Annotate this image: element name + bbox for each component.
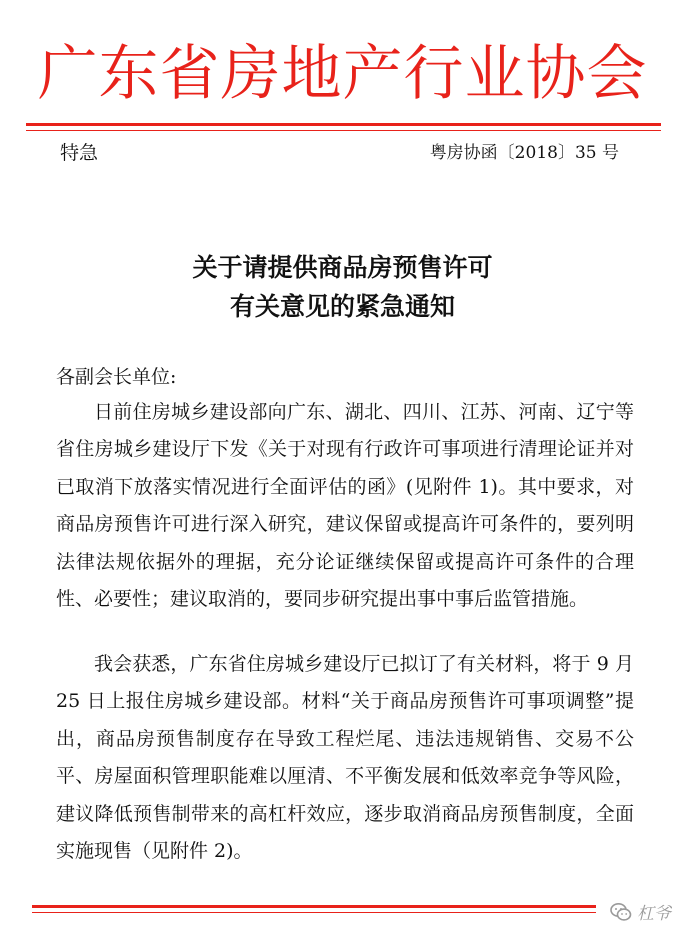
urgency-label: 特急 [60, 142, 99, 164]
salutation: 各副会长单位: [56, 366, 177, 388]
header-rule-thick [26, 123, 661, 126]
header-rule-thin [26, 130, 661, 131]
footer-rule-thick [32, 905, 596, 908]
watermark-text: 杠爷 [637, 904, 671, 924]
document-title-line1: 关于请提供商品房预售许可 [192, 253, 493, 282]
watermark [610, 899, 671, 924]
footer-rule-thin [32, 912, 596, 913]
body-paragraph-1: 日前住房城乡建设部向广东、湖北、四川、江苏、河南、辽宁等省住房城乡建设厅下发《关于对现有行政许可事项进行清理论证并对已取消下放落实情况进行全面评估的函》(见附件 1)。其中要求，对商品房预售许可进行深入研究，建议保留或提高许可条件的，要列明法律法规依据外的理据，充分论证继续保留或提高许可条件的合理性、必要性；建议取消的，要同步研究提出事中事后监管措施。 [56, 401, 634, 611]
document-number: 粤房协函〔2018〕35 号 [429, 143, 619, 163]
document-title-line2: 有关意见的紧急通知 [229, 292, 455, 321]
wechat-icon [610, 901, 632, 923]
body-paragraph-2: 我会获悉，广东省住房城乡建设厅已拟订了有关材料，将于 9 月 25 日上报住房城乡建设部。材料“关于商品房预售许可事项调整”提出，商品房预售制度存在导致工程烂尾、违法违规销售、交易不公平、房屋面积管理职能难以厘清、不平衡发展和低效率竞争等风险，建议降低预售制带来的高杠杆效应，逐步取消商品房预售制度，全面实施现售（见附件 2)。 [56, 653, 634, 863]
organization-header: 广东省房地产行业协会 [37, 39, 648, 109]
